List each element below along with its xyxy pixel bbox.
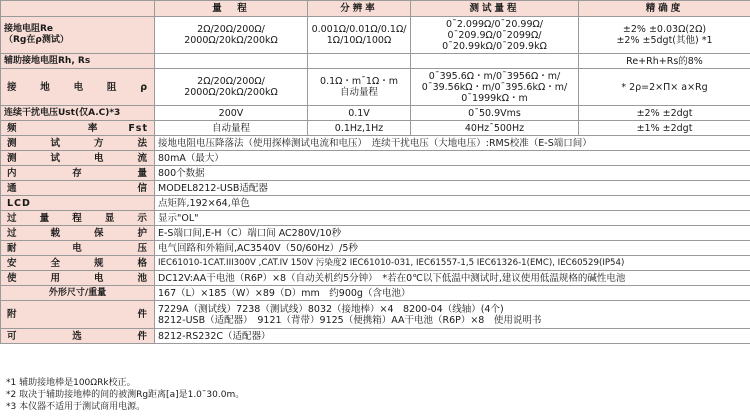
footnote-2: *2 取决于辅助接地棒的间的被测Rg距离[a]是1.0¯30.0m。 <box>6 390 245 400</box>
label-ust: 连续干扰电压Ust(仅A.C)*3 <box>1 106 155 121</box>
label-overload: 过载保护 <box>1 226 155 241</box>
rho-range <box>155 69 308 106</box>
row-re <box>1 17 750 54</box>
value-memory: 800个数据 <box>155 166 750 181</box>
value-current: 80mA（最大） <box>155 151 750 166</box>
label-current: 测试电流 <box>1 151 155 166</box>
rho-range-line2: 2000Ω/20kΩ/200kΩ <box>184 87 278 98</box>
re-acc-line1: ±2% ±0.03Ω(2Ω) <box>622 24 707 35</box>
footnotes <box>6 377 244 413</box>
label-safety: 安全规格 <box>1 256 155 271</box>
aux-resolution <box>308 54 411 69</box>
row-battery <box>1 271 750 286</box>
row-safety <box>1 256 750 271</box>
row-lcd <box>1 196 750 211</box>
re-res-line2: 1Ω/10Ω/100Ω <box>326 35 392 46</box>
value-battery: DC12V:AA干电池（R6P）×8（自动关机约5分钟） *若在0℃以下低温中测试时,建议使用低温规格的碱性电池 <box>155 271 750 286</box>
re-resolution <box>308 17 411 54</box>
value-withstand: 电气回路和外箱间,AC3540V（50/60Hz）/5秒 <box>155 241 750 256</box>
label-accessory: 附件 <box>1 301 155 329</box>
label-lcd: LCD <box>1 196 155 211</box>
label-memory: 内存量 <box>1 166 155 181</box>
ust-range: 200V <box>155 106 308 121</box>
label-comm: 通信 <box>1 181 155 196</box>
row-comm <box>1 181 750 196</box>
header-row <box>1 1 750 17</box>
rho-res-line1: 0.1Ω・m¯1Ω・m <box>320 76 398 87</box>
rho-measure-range <box>411 69 579 106</box>
re-accuracy <box>579 17 750 54</box>
label-method: 测试方法 <box>1 136 155 151</box>
value-lcd: 点矩阵,192×64,单色 <box>155 196 750 211</box>
label-battery: 使用电池 <box>1 271 155 286</box>
value-safety: IEC61010-1CAT.III300V ,CAT.IV 150V 污染度2 IEC61010-031, IEC61557-1,5 IEC61326-1(EMC), IEC60529(IP54) <box>155 256 750 271</box>
header-resolution: 分辨率 <box>308 1 411 17</box>
label-overrange: 过量程显示 <box>1 211 155 226</box>
header-range: 量 程 <box>155 1 308 17</box>
re-mr-line1: 0¯2.099Ω/0¯20.99Ω/ <box>446 18 543 30</box>
label-dimensions: 外形尺寸/重量 <box>1 286 155 301</box>
row-fst <box>1 121 750 136</box>
label-rho: 接地电阻ρ <box>1 69 155 106</box>
rho-accuracy: * 2ρ=2×Π× a×Rg <box>579 69 750 106</box>
re-measure-range <box>411 17 579 54</box>
re-range <box>155 17 308 54</box>
header-measure-range: 测试量程 <box>411 1 579 17</box>
footnote-3: *3 本仪器不适用于测试商用电源。 <box>6 402 146 412</box>
rho-res-line2: 自动量程 <box>339 87 378 98</box>
value-overload: E-S端口间,E-H（C）端口间 AC280V/10秒 <box>155 226 750 241</box>
footnote-1: *1 辅助接地棒是100ΩRk校正。 <box>6 378 136 388</box>
aux-range <box>155 54 308 69</box>
value-method: 接地电阻电压降落法（使用探棒测试电流和电压） 连续干扰电压（大地电压）:RMS校准（E-S端口间） <box>155 136 750 151</box>
rho-mr-line3: 0¯1999kΩ・m <box>461 92 528 104</box>
row-ust <box>1 106 750 121</box>
header-accuracy: 精确度 <box>579 1 750 17</box>
fst-measure-range: 40Hz¯500Hz <box>411 121 579 136</box>
row-memory <box>1 166 750 181</box>
header-item <box>1 1 155 17</box>
rho-mr-line2: 0¯39.56kΩ・m/0¯395.6kΩ・m/ <box>421 81 568 93</box>
row-dimensions <box>1 286 750 301</box>
re-acc-line2: ±2% ±5dgt(其他) *1 <box>616 35 713 46</box>
row-method <box>1 136 750 151</box>
fst-resolution: 0.1Hz,1Hz <box>308 121 411 136</box>
label-re-line1: 接地电阻Re <box>4 24 54 34</box>
fst-range: 自动量程 <box>155 121 308 136</box>
aux-measure-range <box>411 54 579 69</box>
aux-accuracy: Re+Rh+Rs的8% <box>579 54 750 69</box>
rho-mr-line1: 0¯395.6Ω・m/0¯3956Ω・m/ <box>428 70 561 82</box>
label-aux: 辅助接地电阻Rh, Rs <box>1 54 155 69</box>
re-mr-line2: 0¯209.9Ω/0¯2099Ω/ <box>447 29 542 41</box>
fst-accuracy: ±1% ±2dgt <box>579 121 750 136</box>
value-optional: 8212-RS232C（适配器） <box>155 329 750 344</box>
value-overrange: 显示"OL" <box>155 211 750 226</box>
row-accessory <box>1 301 750 329</box>
re-mr-line3: 0¯20.99kΩ/0¯209.9kΩ <box>442 40 547 52</box>
row-overrange <box>1 211 750 226</box>
row-overload <box>1 226 750 241</box>
ust-measure-range: 0¯50.9Vms <box>411 106 579 121</box>
row-withstand <box>1 241 750 256</box>
label-fst: 频 率Fst <box>1 121 155 136</box>
label-re <box>1 17 155 54</box>
rho-resolution <box>308 69 411 106</box>
re-range-line2: 2000Ω/20kΩ/200kΩ <box>184 35 278 46</box>
row-rho <box>1 69 750 106</box>
value-accessory <box>155 301 750 329</box>
row-optional <box>1 329 750 344</box>
rho-range-line1: 2Ω/20Ω/200Ω/ <box>197 76 265 87</box>
row-current <box>1 151 750 166</box>
value-dimensions: 167（L）×185（W）×89（D）mm 约900g（含电池） <box>155 286 750 301</box>
label-withstand: 耐电压 <box>1 241 155 256</box>
accessory-line2: 8212-USB（适配器） 9121（背带）9125（便携箱）AA干电池（R6P）×8 使用说明书 <box>158 314 542 326</box>
label-optional: 可选件 <box>1 329 155 344</box>
ust-accuracy: ±2% ±2dgt <box>579 106 750 121</box>
ust-resolution: 0.1V <box>308 106 411 121</box>
value-comm: MODEL8212-USB适配器 <box>155 181 750 196</box>
label-re-line2: （Rg在ρ测试） <box>4 35 69 45</box>
re-range-line1: 2Ω/20Ω/200Ω/ <box>197 24 265 35</box>
accessory-line1: 7229A（测试线）7238（测试线）8032（接地棒）×4 8200-04（线轴）(4个) <box>158 303 504 315</box>
re-res-line1: 0.001Ω/0.01Ω/0.1Ω/ <box>311 24 407 35</box>
row-aux <box>1 54 750 69</box>
